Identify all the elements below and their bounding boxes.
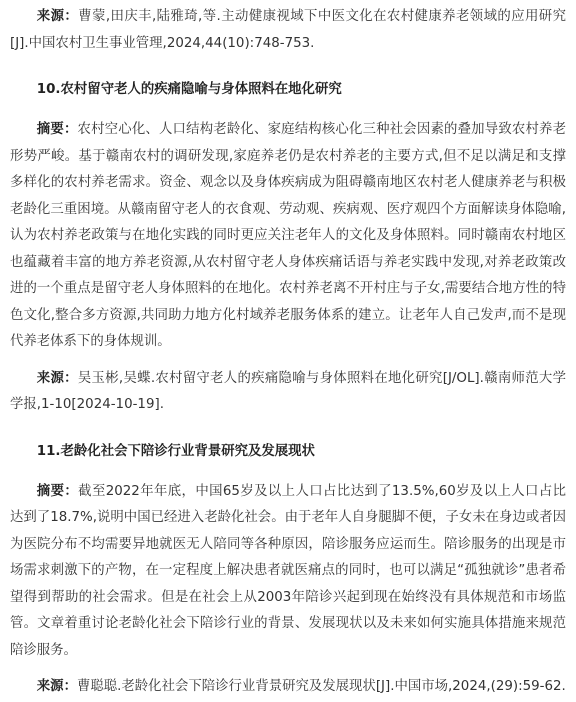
abstract-label: 摘要： xyxy=(36,122,78,137)
source-text: 吴玉彬,吴蝶.农村留守老人的疾痛隐喻与身体照料在地化研究[J/OL].赣南师范大学学报,1-10[2024-10-19]. xyxy=(10,370,567,412)
source-paragraph-1 xyxy=(10,4,566,57)
source-text: 曹蒙,田庆丰,陆雅琦,等.主动健康视域下中医文化在农村健康养老领域的应用研究[J].中国农村卫生事业管理,2024,44(10):748-753. xyxy=(10,9,567,51)
section-title-10: 10.农村留守老人的疾痛隐喻与身体照料在地化研究 xyxy=(36,82,342,97)
source-label: 来源： xyxy=(36,679,77,694)
spacer xyxy=(10,103,566,117)
abstract-paragraph-10 xyxy=(10,117,566,356)
abstract-paragraph-11 xyxy=(10,479,566,665)
source-label: 来源： xyxy=(36,9,79,24)
spacer xyxy=(10,465,566,479)
abstract-text: 农村空心化、人口结构老龄化、家庭结构核心化三种社会因素的叠加导致农村养老形势严峻。基于赣南农村的调研发现,家庭养老仍是农村养老的主要方式,但不足以满足和支撑多样化的农村养老需求。资金、观念以及身体疾病成为阻碍赣南地区农村老人健康养老与积极老龄化三重困境。从赣南留守老人的衣食观、劳动观、疾病观、医疗观四个方面解读身体隐喻,认为农村养老政策与在地化实践的同时更应关注老年人的文化及身体照料。同时赣南农村地区也蕴藏着丰富的地方养老资源,从农村留守老人身体疾痛话语与养老实践中发现,对养老政策改进的一个重点是留守老人身体照料的在地化。农村养老离不开村庄与子女,需要结合地方性的特色文化,整合多方资源,共同助力地方化村域养老服务体系的建立。让老年人自己发声,而不是现代养老体系下的身体规训。 xyxy=(10,122,567,349)
source-paragraph-10 xyxy=(10,366,566,419)
abstract-label: 摘要： xyxy=(36,483,79,499)
spacer xyxy=(10,419,566,439)
spacer xyxy=(10,57,566,77)
spacer xyxy=(10,356,566,366)
source-paragraph-11 xyxy=(10,674,566,701)
source-label: 来源： xyxy=(36,370,78,386)
section-title-11: 11.老龄化社会下陪诊行业背景研究及发展现状 xyxy=(36,443,315,459)
spacer xyxy=(10,664,566,674)
abstract-text: 截至2022年年底，中国65岁及以上人口占比达到了13.5%,60岁及以上人口占比达到了18.7%,说明中国已经进入老龄化社会。由于老年人自身腿脚不便，子女未在身边或者因为医院分布不均需要异地就医无人陪同等各种原因，陪诊服务应运而生。陪诊服务的出现是市场需求刺激下的产物，在一定程度上解决患者就医痛点的同时，也可以满足“孤独就诊”患者希望得到帮助的社会需求。但是在社会上从2003年陪诊兴起到现在始终没有具体规范和市场监管。文章着重讨论老龄化社会下陪诊行业的背景、发展现状以及未来如何实施具体措施来规范陪诊服务。 xyxy=(10,483,567,658)
source-text: 曹聪聪.老龄化社会下陪诊行业背景研究及发展现状[J].中国市场,2024,(29):59-62. xyxy=(76,679,566,694)
